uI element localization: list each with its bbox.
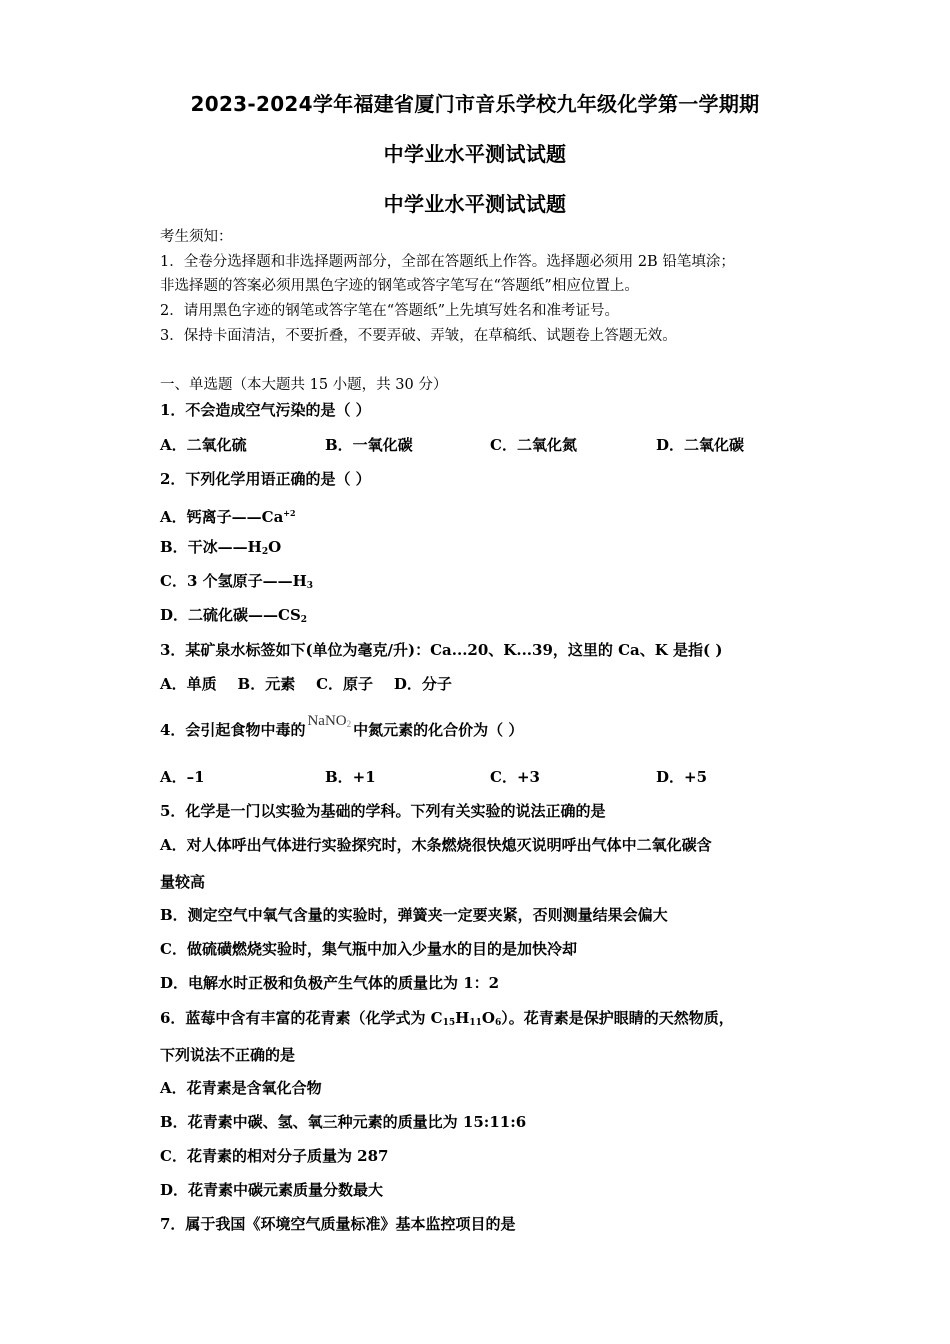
question-7-stem: 7．属于我国《环境空气质量标准》基本监控项目的是: [160, 1215, 516, 1233]
notice-heading: 考生须知：: [160, 229, 233, 245]
question-1-option-c: C．二氧化氮: [490, 436, 577, 454]
question-4-stem: 4．会引起食物中毒的 NaNO$_2$ 中氮元素的化合价为（ ）: [160, 713, 524, 739]
question-5-stem: 5．化学是一门以实验为基础的学科。下列有关实验的说法正确的是: [160, 802, 606, 820]
question-1-option-a: A．二氧化硫: [160, 436, 247, 454]
question-4-option-b: B．+1: [325, 768, 376, 786]
question-5-option-a-line-1: A．对人体呼出气体进行实验探究时，木条燃烧很快熄灭说明呼出气体中二氧化碳含: [160, 836, 712, 854]
notice-item-3: 3．保持卡面清洁，不要折叠，不要弄破、弄皱，在草稿纸、试题卷上答题无效。: [160, 328, 677, 344]
question-1-stem: 1．不会造成空气污染的是（ ）: [160, 401, 371, 419]
question-5-option-a-line-2: 量较高: [160, 873, 206, 891]
notice-item-1b: 非选择题的答案必须用黑色字迹的钢笔或答字笔写在“答题纸”相应位置上。: [160, 278, 639, 294]
notice-item-2: 2．请用黑色字迹的钢笔或答字笔在“答题纸”上先填写姓名和准考证号。: [160, 303, 620, 319]
question-4-option-c: C．+3: [490, 768, 540, 786]
exam-title-line-3: 中学业水平测试试题: [383, 192, 567, 216]
question-2-option-a: A．钙离子$——Ca^{+2}$: [160, 508, 296, 526]
question-6-option-c: C．花青素的相对分子质量为 287: [160, 1147, 389, 1165]
question-4-option-a: A．–1: [160, 768, 205, 786]
question-3-options: A．单质 B．元素 C．原子 D．分子: [160, 675, 452, 693]
question-6-stem-line-1: 6．蓝莓中含有丰富的花青素（化学式为 $C_{15}H_{11}O_6$）。花青素是保护眼睛的天然物质，: [160, 1009, 734, 1028]
question-5-option-b: B．测定空气中氧气含量的实验时，弹簧夹一定要夹紧，否则测量结果会偏大: [160, 906, 668, 924]
question-6-option-b: B．花青素中碳、氢、氧三种元素的质量比为 15:11:6: [160, 1113, 527, 1131]
question-6-option-d: D．花青素中碳元素质量分数最大: [160, 1181, 384, 1199]
question-2-option-d: D．二硫化碳$——CS_2$: [160, 606, 308, 625]
question-2-option-c: C．3 个氢原子$——H_3$: [160, 572, 314, 591]
question-1-option-b: B．一氧化碳: [325, 436, 413, 454]
exam-title-line-1: 2023-2024学年福建省厦门市音乐学校九年级化学第一学期期: [190, 92, 760, 116]
question-5-option-c: C．做硫磺燃烧实验时，集气瓶中加入少量水的目的是加快冷却: [160, 940, 577, 958]
question-6-stem-line-2: 下列说法不正确的是: [160, 1046, 296, 1064]
question-6-option-a: A．花青素是含氧化合物: [160, 1079, 322, 1097]
question-2-option-b: B．干冰$——H_2O$: [160, 538, 282, 557]
nano2-formula: NaNO$_2$: [307, 713, 352, 729]
question-5-option-d: D．电解水时正极和负极产生气体的质量比为 1：2: [160, 974, 500, 992]
question-2-stem: 2．下列化学用语正确的是（ ）: [160, 470, 371, 488]
question-4-option-d: D．+5: [656, 768, 708, 786]
notice-item-1a: 1．全卷分选择题和非选择题两部分，全部在答题纸上作答。选择题必须用 2B 铅笔填涂；: [160, 254, 735, 270]
question-3-stem: 3．某矿泉水标签如下(单位为毫克/升)：Ca...20、K...39，这里的 Ca、K 是指( ): [160, 641, 723, 659]
exam-title-line-2: 中学业水平测试试题: [383, 142, 567, 166]
section-heading: 一、单选题（本大题共 15 小题，共 30 分）: [160, 377, 448, 393]
question-1-option-d: D．二氧化碳: [656, 436, 745, 454]
